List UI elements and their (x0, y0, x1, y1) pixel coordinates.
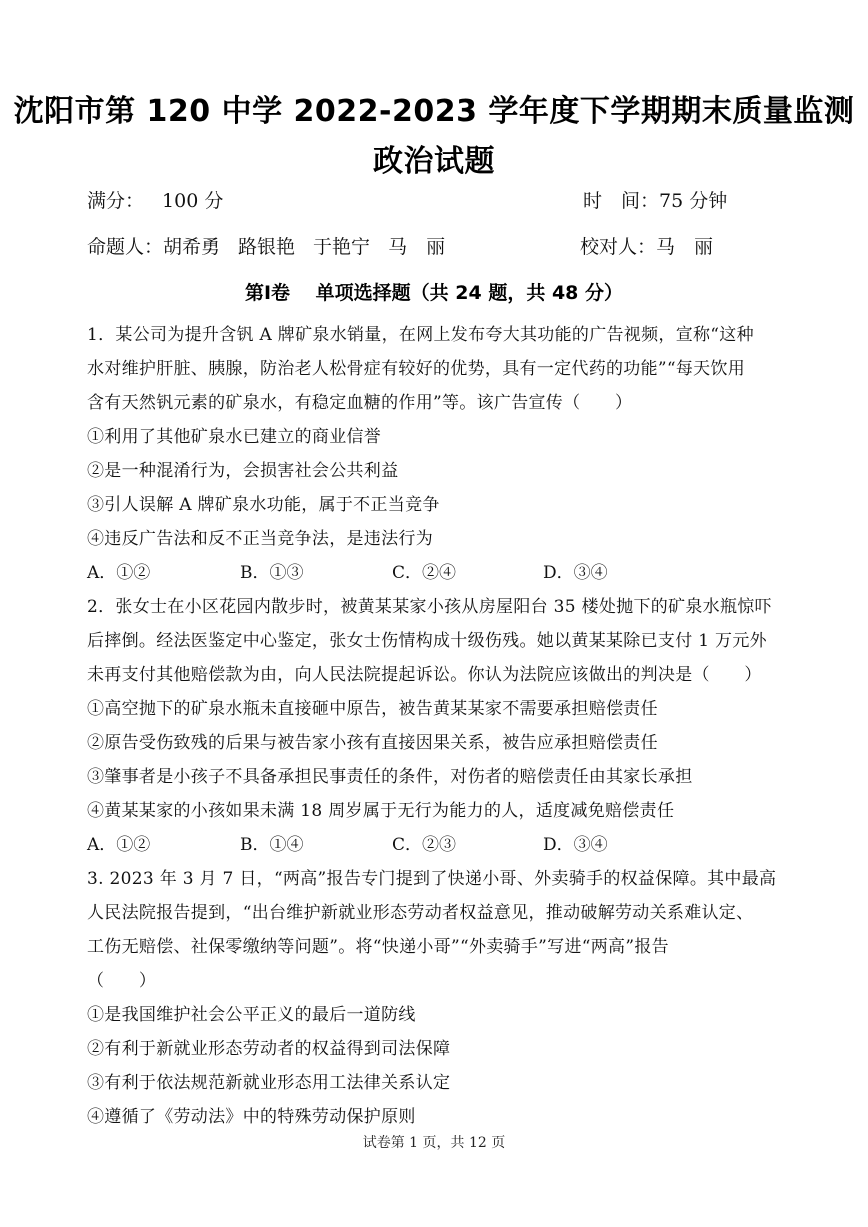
question-1-option-c[interactable]: C．②④ (392, 563, 457, 583)
author-name: 胡希勇 (163, 236, 221, 258)
proofreader-name: 马 丽 (656, 236, 714, 258)
question-2-statement: ③肇事者是小孩子不具备承担民事责任的条件，对伤者的赔偿责任由其家长承担 (87, 767, 693, 787)
question-1-option-b[interactable]: B．①③ (240, 563, 304, 583)
question-3-statement: ②有利于新就业形态劳动者的权益得到司法保障 (87, 1039, 451, 1059)
proofreader-info (580, 232, 713, 259)
question-2-statement: ②原告受伤致残的后果与被告家小孩有直接因果关系，被告应承担赔偿责任 (87, 733, 658, 753)
page-footer: 试卷第 1 页，共 12 页 (362, 1135, 506, 1151)
author-name: 路银艳 (238, 236, 296, 258)
author-name: 于艳宁 (313, 236, 371, 258)
question-2-statement: ①高空抛下的矿泉水瓶未直接砸中原告，被告黄某某家不需要承担赔偿责任 (87, 699, 658, 719)
question-2-option-c[interactable]: C．②③ (392, 835, 457, 855)
score-value: 100 分 (162, 190, 224, 212)
question-3-text: 人民法院报告提到，“出台维护新就业形态劳动者权益意见，推动破解劳动关系难认定、 (87, 903, 754, 923)
question-2-text: 2．张女士在小区花园内散步时，被黄某某家小孩从房屋阳台 35 楼处抛下的矿泉水瓶惊吓 (87, 597, 772, 617)
authors-info (87, 232, 445, 259)
question-3-statement: ④遵循了《劳动法》中的特殊劳动保护原则 (87, 1107, 416, 1127)
question-1-text: 含有天然钒元素的矿泉水，有稳定血糖的作用”等。该广告宣传（ ） (87, 393, 633, 413)
question-2-text: 未再支付其他赔偿款为由，向人民法院提起诉讼。你认为法院应该做出的判决是（ ） (87, 665, 762, 685)
score-info (87, 186, 223, 213)
question-1-statement: ②是一种混淆行为，会损害社会公共利益 (87, 461, 399, 481)
question-1-text: 水对维护肝脏、胰腺，防治老人松骨症有较好的优势，具有一定代药的功能”“每天饮用 (87, 359, 746, 379)
question-1-option-d[interactable]: D．③④ (543, 563, 608, 583)
time-info (583, 186, 727, 213)
question-3-text: 工伤无赔偿、社保零缴纳等问题”。将“快递小哥”“外卖骑手”写进“两高”报告 (87, 937, 669, 957)
question-3-statement: ①是我国维护社会公平正义的最后一道防线 (87, 1005, 416, 1025)
question-1-statement: ④违反广告法和反不正当竞争法，是违法行为 (87, 529, 433, 549)
question-1-text: 1．某公司为提升含钒 A 牌矿泉水销量，在网上发布夸大其功能的广告视频，宣称“这种 (87, 325, 754, 345)
time-value: 75 分钟 (659, 190, 728, 212)
question-2-option-b[interactable]: B．①④ (240, 835, 304, 855)
proofreader-label: 校对人： (580, 236, 657, 258)
time-label: 时 间： (583, 190, 660, 212)
question-1-statement: ①利用了其他矿泉水已建立的商业信誉 (87, 427, 382, 447)
exam-subtitle: 政治试题 (373, 144, 495, 179)
question-3-statement: ③有利于依法规范新就业形态用工法律关系认定 (87, 1073, 451, 1093)
author-name: 马 丽 (388, 236, 446, 258)
question-2-statement: ④黄某某家的小孩如果未满 18 周岁属于无行为能力的人，适度减免赔偿责任 (87, 801, 675, 821)
section-heading: 第Ⅰ卷 单项选择题（共 24 题，共 48 分） (244, 282, 624, 304)
question-2-option-a[interactable]: A．①② (87, 835, 151, 855)
exam-title: 沈阳市第 120 中学 2022-2023 学年度下学期期末质量监测 (13, 94, 855, 129)
question-1-statement: ③引人误解 A 牌矿泉水功能，属于不正当竞争 (87, 495, 440, 515)
authors-label: 命题人： (87, 236, 164, 258)
question-2-option-d[interactable]: D．③④ (543, 835, 608, 855)
question-2-text: 后摔倒。经法医鉴定中心鉴定，张女士伤情构成十级伤残。她以黄某某除已支付 1 万元外 (87, 631, 767, 651)
question-1-option-a[interactable]: A．①② (87, 563, 151, 583)
question-3-text: （ ） (87, 971, 157, 991)
question-3-text: 3. 2023 年 3 月 7 日，“两高”报告专门提到了快递小哥、外卖骑手的权益保障。其中最高 (87, 869, 777, 889)
score-label: 满分： (87, 190, 145, 212)
